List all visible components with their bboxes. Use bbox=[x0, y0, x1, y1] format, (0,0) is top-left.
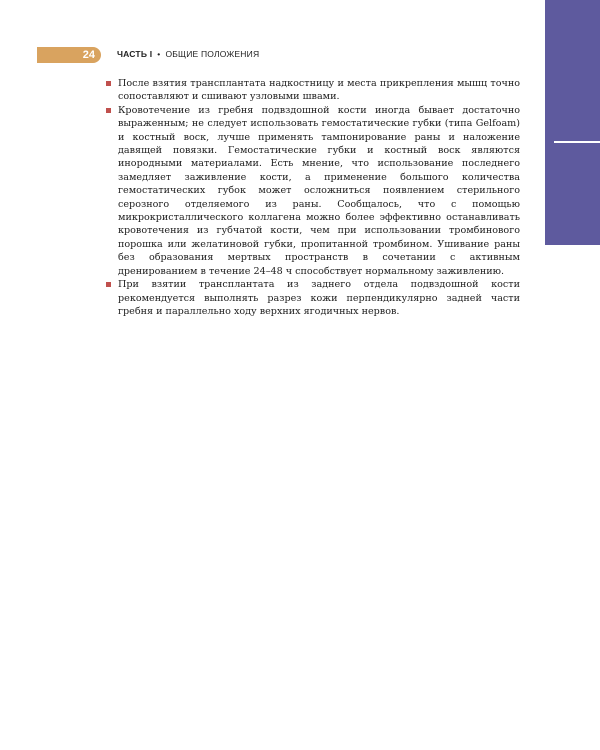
header-separator: • bbox=[157, 49, 161, 59]
bullet-text: При взятии трансплантата из заднего отдела подвздошной кости рекомендуется выполнять разрез кожи перпендикулярно задней части гребня и параллельно ходу верхних ягодичных нервов. bbox=[118, 279, 520, 317]
bullet-text: Кровотечение из гребня подвздошной кости иногда бывает достаточно выраженным; не следует использовать гемостатические губки (типа Gelfoam) и костный воск, лучше применять тампонирование раны и наложение давящей повязки. Гемостатические губки и костный воск являются инородными материалами. Есть мнение, что использование последнего замедляет заживление кости, а применение большого количества гемостатических губок может осложниться появлением стерильного серозного отделяемого из раны. Сообщалось, что с помощью микрокристаллического коллагена можно более эффективно останавливать кровотечения из губчатой кости, чем при использовании тромбинового порошка или желатиновой губки, пропитанной тромбином. Ушивание раны без образования мертвых пространств в сочетании с активным дренированием в течение 24–48 ч способствует нормальному заживлению. bbox=[118, 104, 520, 277]
bullet-text: После взятия трансплантата надкостницу и места прикрепления мышц точно сопоставляют и сшивают узловыми швами. bbox=[118, 78, 520, 103]
bullet-square-icon bbox=[106, 81, 111, 86]
body-text bbox=[106, 77, 520, 318]
bullet-item bbox=[106, 104, 520, 278]
chapter-side-tab bbox=[545, 0, 600, 245]
part-label: ЧАСТЬ I bbox=[117, 49, 153, 59]
bullet-square-icon bbox=[106, 108, 111, 113]
running-header bbox=[117, 49, 259, 59]
bullet-square-icon bbox=[106, 282, 111, 287]
section-title: ОБЩИЕ ПОЛОЖЕНИЯ bbox=[165, 49, 260, 59]
page-number: 24 bbox=[82, 49, 95, 61]
side-tab-marker bbox=[554, 141, 600, 143]
bullet-item bbox=[106, 77, 520, 104]
bullet-item bbox=[106, 278, 520, 318]
page-number-badge bbox=[37, 47, 101, 63]
